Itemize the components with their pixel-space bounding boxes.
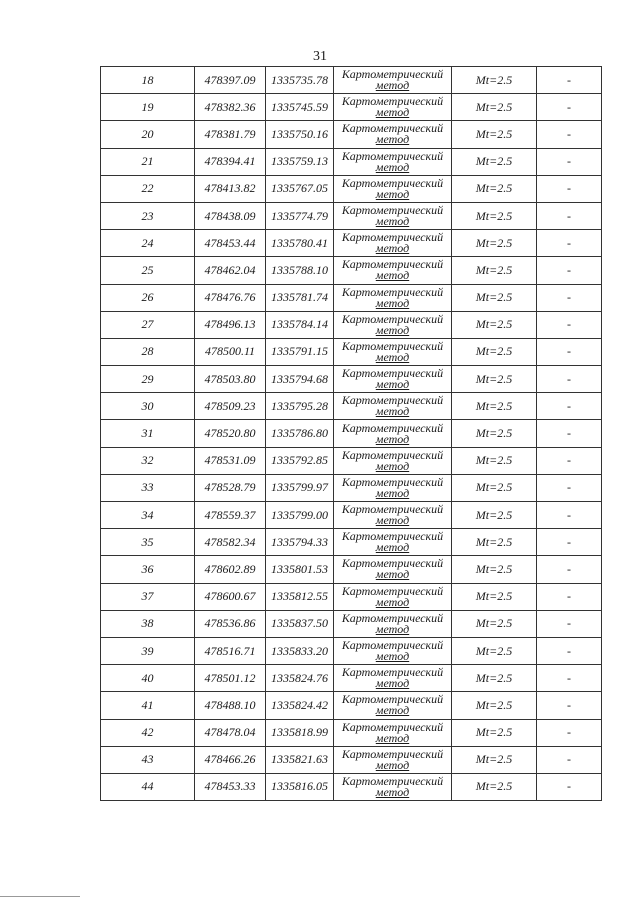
point-number-cell: 39 xyxy=(101,637,195,664)
extra-cell: - xyxy=(537,257,602,284)
method-line1: Картометрический xyxy=(341,94,444,109)
extra-cell: - xyxy=(537,230,602,257)
method-line2: метод xyxy=(375,186,410,201)
accuracy-cell: Mt=2.5 xyxy=(452,202,537,229)
accuracy-cell: Mt=2.5 xyxy=(452,94,537,121)
extra-cell: - xyxy=(537,583,602,610)
coordinates-table-body xyxy=(101,67,602,801)
accuracy-cell: Mt=2.5 xyxy=(452,284,537,311)
method-line2: метод xyxy=(375,784,410,799)
method-line1: Картометрический xyxy=(341,719,444,734)
y-coordinate-cell: 1335784.14 xyxy=(266,311,334,338)
x-coordinate-cell: 478453.33 xyxy=(195,773,266,800)
method-line2: метод xyxy=(375,241,410,256)
point-number-cell: 21 xyxy=(101,148,195,175)
method-line2: метод xyxy=(375,377,410,392)
method-line2: метод xyxy=(375,730,410,745)
point-number-cell: 20 xyxy=(101,121,195,148)
y-coordinate-cell: 1335735.78 xyxy=(266,67,334,94)
x-coordinate-cell: 478382.36 xyxy=(195,94,266,121)
table-row xyxy=(101,665,602,692)
method-cell xyxy=(334,420,452,447)
x-coordinate-cell: 478453.44 xyxy=(195,230,266,257)
method-cell xyxy=(334,529,452,556)
y-coordinate-cell: 1335816.05 xyxy=(266,773,334,800)
point-number-cell: 26 xyxy=(101,284,195,311)
extra-cell: - xyxy=(537,502,602,529)
x-coordinate-cell: 478381.79 xyxy=(195,121,266,148)
x-coordinate-cell: 478466.26 xyxy=(195,746,266,773)
table-row xyxy=(101,773,602,800)
point-number-cell: 28 xyxy=(101,338,195,365)
method-line1: Картометрический xyxy=(341,665,444,680)
y-coordinate-cell: 1335799.97 xyxy=(266,474,334,501)
method-line1: Картометрический xyxy=(341,175,444,190)
accuracy-cell: Mt=2.5 xyxy=(452,583,537,610)
point-number-cell: 43 xyxy=(101,746,195,773)
table-row xyxy=(101,692,602,719)
table-row xyxy=(101,284,602,311)
accuracy-cell: Mt=2.5 xyxy=(452,556,537,583)
method-cell xyxy=(334,610,452,637)
method-cell xyxy=(334,230,452,257)
y-coordinate-cell: 1335799.00 xyxy=(266,502,334,529)
y-coordinate-cell: 1335824.76 xyxy=(266,665,334,692)
extra-cell: - xyxy=(537,284,602,311)
method-line1: Картометрический xyxy=(341,148,444,163)
method-line1: Картометрический xyxy=(341,338,444,353)
method-cell xyxy=(334,284,452,311)
table-row xyxy=(101,420,602,447)
method-line1: Картометрический xyxy=(341,420,444,435)
y-coordinate-cell: 1335788.10 xyxy=(266,257,334,284)
method-line2: метод xyxy=(375,349,410,364)
point-number-cell: 40 xyxy=(101,665,195,692)
method-line2: метод xyxy=(375,703,410,718)
method-line1: Картометрический xyxy=(341,583,444,598)
extra-cell: - xyxy=(537,637,602,664)
method-line2: метод xyxy=(375,322,410,337)
method-cell xyxy=(334,637,452,664)
extra-cell: - xyxy=(537,338,602,365)
table-row xyxy=(101,393,602,420)
method-line1: Картометрический xyxy=(341,311,444,326)
x-coordinate-cell: 478394.41 xyxy=(195,148,266,175)
y-coordinate-cell: 1335780.41 xyxy=(266,230,334,257)
extra-cell: - xyxy=(537,121,602,148)
table-row xyxy=(101,719,602,746)
point-number-cell: 25 xyxy=(101,257,195,284)
table-row xyxy=(101,447,602,474)
x-coordinate-cell: 478462.04 xyxy=(195,257,266,284)
method-line2: метод xyxy=(375,404,410,419)
method-cell xyxy=(334,121,452,148)
method-cell xyxy=(334,692,452,719)
point-number-cell: 33 xyxy=(101,474,195,501)
extra-cell: - xyxy=(537,202,602,229)
method-cell xyxy=(334,474,452,501)
method-line2: метод xyxy=(375,431,410,446)
x-coordinate-cell: 478501.12 xyxy=(195,665,266,692)
accuracy-cell: Mt=2.5 xyxy=(452,420,537,447)
y-coordinate-cell: 1335794.68 xyxy=(266,366,334,393)
table-row xyxy=(101,121,602,148)
accuracy-cell: Mt=2.5 xyxy=(452,719,537,746)
method-line1: Картометрический xyxy=(341,203,444,218)
method-line2: метод xyxy=(375,295,410,310)
point-number-cell: 24 xyxy=(101,230,195,257)
x-coordinate-cell: 478582.34 xyxy=(195,529,266,556)
accuracy-cell: Mt=2.5 xyxy=(452,121,537,148)
x-coordinate-cell: 478500.11 xyxy=(195,338,266,365)
method-line2: метод xyxy=(375,567,410,582)
point-number-cell: 30 xyxy=(101,393,195,420)
y-coordinate-cell: 1335818.99 xyxy=(266,719,334,746)
table-row xyxy=(101,556,602,583)
extra-cell: - xyxy=(537,529,602,556)
accuracy-cell: Mt=2.5 xyxy=(452,67,537,94)
point-number-cell: 36 xyxy=(101,556,195,583)
point-number-cell: 41 xyxy=(101,692,195,719)
x-coordinate-cell: 478509.23 xyxy=(195,393,266,420)
point-number-cell: 35 xyxy=(101,529,195,556)
y-coordinate-cell: 1335759.13 xyxy=(266,148,334,175)
table-row xyxy=(101,67,602,94)
method-cell xyxy=(334,148,452,175)
extra-cell: - xyxy=(537,67,602,94)
extra-cell: - xyxy=(537,773,602,800)
point-number-cell: 29 xyxy=(101,366,195,393)
method-cell xyxy=(334,773,452,800)
y-coordinate-cell: 1335812.55 xyxy=(266,583,334,610)
accuracy-cell: Mt=2.5 xyxy=(452,393,537,420)
y-coordinate-cell: 1335837.50 xyxy=(266,610,334,637)
point-number-cell: 18 xyxy=(101,67,195,94)
extra-cell: - xyxy=(537,148,602,175)
method-cell xyxy=(334,393,452,420)
extra-cell: - xyxy=(537,665,602,692)
x-coordinate-cell: 478602.89 xyxy=(195,556,266,583)
accuracy-cell: Mt=2.5 xyxy=(452,637,537,664)
x-coordinate-cell: 478397.09 xyxy=(195,67,266,94)
accuracy-cell: Mt=2.5 xyxy=(452,746,537,773)
point-number-cell: 42 xyxy=(101,719,195,746)
table-row xyxy=(101,366,602,393)
y-coordinate-cell: 1335745.59 xyxy=(266,94,334,121)
method-line1: Картометрический xyxy=(341,502,444,517)
table-row xyxy=(101,311,602,338)
point-number-cell: 22 xyxy=(101,175,195,202)
y-coordinate-cell: 1335833.20 xyxy=(266,637,334,664)
x-coordinate-cell: 478478.04 xyxy=(195,719,266,746)
method-cell xyxy=(334,556,452,583)
accuracy-cell: Mt=2.5 xyxy=(452,529,537,556)
accuracy-cell: Mt=2.5 xyxy=(452,257,537,284)
table-row xyxy=(101,583,602,610)
extra-cell: - xyxy=(537,366,602,393)
accuracy-cell: Mt=2.5 xyxy=(452,692,537,719)
point-number-cell: 44 xyxy=(101,773,195,800)
method-cell xyxy=(334,746,452,773)
table-row xyxy=(101,94,602,121)
y-coordinate-cell: 1335781.74 xyxy=(266,284,334,311)
method-cell xyxy=(334,257,452,284)
method-line1: Картометрический xyxy=(341,366,444,381)
extra-cell: - xyxy=(537,474,602,501)
method-line1: Картометрический xyxy=(341,257,444,272)
method-line2: метод xyxy=(375,105,410,120)
x-coordinate-cell: 478438.09 xyxy=(195,202,266,229)
point-number-cell: 31 xyxy=(101,420,195,447)
accuracy-cell: Mt=2.5 xyxy=(452,502,537,529)
accuracy-cell: Mt=2.5 xyxy=(452,773,537,800)
x-coordinate-cell: 478531.09 xyxy=(195,447,266,474)
x-coordinate-cell: 478413.82 xyxy=(195,175,266,202)
y-coordinate-cell: 1335795.28 xyxy=(266,393,334,420)
extra-cell: - xyxy=(537,746,602,773)
table-row xyxy=(101,148,602,175)
footer-divider xyxy=(0,896,80,897)
y-coordinate-cell: 1335794.33 xyxy=(266,529,334,556)
method-line2: метод xyxy=(375,676,410,691)
table-row xyxy=(101,202,602,229)
method-line1: Картометрический xyxy=(341,692,444,707)
x-coordinate-cell: 478476.76 xyxy=(195,284,266,311)
method-line1: Картометрический xyxy=(341,746,444,761)
point-number-cell: 32 xyxy=(101,447,195,474)
accuracy-cell: Mt=2.5 xyxy=(452,311,537,338)
method-cell xyxy=(334,67,452,94)
table-row xyxy=(101,610,602,637)
method-line2: метод xyxy=(375,649,410,664)
method-line2: метод xyxy=(375,458,410,473)
extra-cell: - xyxy=(537,393,602,420)
method-cell xyxy=(334,202,452,229)
point-number-cell: 38 xyxy=(101,610,195,637)
method-line1: Картометрический xyxy=(341,556,444,571)
x-coordinate-cell: 478520.80 xyxy=(195,420,266,447)
y-coordinate-cell: 1335824.42 xyxy=(266,692,334,719)
page-number: 31 xyxy=(313,49,327,64)
method-line1: Картометрический xyxy=(341,67,444,82)
method-line1: Картометрический xyxy=(341,638,444,653)
table-row xyxy=(101,175,602,202)
method-line1: Картометрический xyxy=(341,447,444,462)
extra-cell: - xyxy=(537,311,602,338)
y-coordinate-cell: 1335774.79 xyxy=(266,202,334,229)
method-line1: Картометрический xyxy=(341,121,444,136)
x-coordinate-cell: 478496.13 xyxy=(195,311,266,338)
extra-cell: - xyxy=(537,420,602,447)
coordinates-table xyxy=(100,66,602,801)
table-row xyxy=(101,338,602,365)
y-coordinate-cell: 1335821.63 xyxy=(266,746,334,773)
method-line2: метод xyxy=(375,214,410,229)
point-number-cell: 19 xyxy=(101,94,195,121)
x-coordinate-cell: 478516.71 xyxy=(195,637,266,664)
accuracy-cell: Mt=2.5 xyxy=(452,474,537,501)
x-coordinate-cell: 478559.37 xyxy=(195,502,266,529)
method-cell xyxy=(334,311,452,338)
accuracy-cell: Mt=2.5 xyxy=(452,175,537,202)
method-line1: Картометрический xyxy=(341,474,444,489)
point-number-cell: 37 xyxy=(101,583,195,610)
accuracy-cell: Mt=2.5 xyxy=(452,148,537,175)
x-coordinate-cell: 478600.67 xyxy=(195,583,266,610)
method-cell xyxy=(334,338,452,365)
point-number-cell: 23 xyxy=(101,202,195,229)
method-cell xyxy=(334,502,452,529)
table-row xyxy=(101,474,602,501)
extra-cell: - xyxy=(537,175,602,202)
method-line1: Картометрический xyxy=(341,393,444,408)
y-coordinate-cell: 1335750.16 xyxy=(266,121,334,148)
x-coordinate-cell: 478528.79 xyxy=(195,474,266,501)
method-cell xyxy=(334,175,452,202)
y-coordinate-cell: 1335791.15 xyxy=(266,338,334,365)
accuracy-cell: Mt=2.5 xyxy=(452,366,537,393)
method-line2: метод xyxy=(375,594,410,609)
point-number-cell: 27 xyxy=(101,311,195,338)
y-coordinate-cell: 1335786.80 xyxy=(266,420,334,447)
method-cell xyxy=(334,583,452,610)
method-cell xyxy=(334,665,452,692)
table-row xyxy=(101,257,602,284)
method-line2: метод xyxy=(375,513,410,528)
method-line2: метод xyxy=(375,78,410,93)
extra-cell: - xyxy=(537,692,602,719)
x-coordinate-cell: 478488.10 xyxy=(195,692,266,719)
method-line1: Картометрический xyxy=(341,529,444,544)
y-coordinate-cell: 1335801.53 xyxy=(266,556,334,583)
method-line1: Картометрический xyxy=(341,230,444,245)
extra-cell: - xyxy=(537,719,602,746)
point-number-cell: 34 xyxy=(101,502,195,529)
method-line1: Картометрический xyxy=(341,773,444,788)
table-row xyxy=(101,502,602,529)
method-line1: Картометрический xyxy=(341,610,444,625)
table-row xyxy=(101,529,602,556)
method-line2: метод xyxy=(375,268,410,283)
method-cell xyxy=(334,447,452,474)
extra-cell: - xyxy=(537,610,602,637)
x-coordinate-cell: 478503.80 xyxy=(195,366,266,393)
accuracy-cell: Mt=2.5 xyxy=(452,610,537,637)
method-line2: метод xyxy=(375,757,410,772)
table-row xyxy=(101,746,602,773)
method-line1: Картометрический xyxy=(341,284,444,299)
y-coordinate-cell: 1335767.05 xyxy=(266,175,334,202)
table-row xyxy=(101,230,602,257)
y-coordinate-cell: 1335792.85 xyxy=(266,447,334,474)
method-cell xyxy=(334,719,452,746)
extra-cell: - xyxy=(537,94,602,121)
method-line2: метод xyxy=(375,621,410,636)
method-line2: метод xyxy=(375,540,410,555)
accuracy-cell: Mt=2.5 xyxy=(452,338,537,365)
accuracy-cell: Mt=2.5 xyxy=(452,230,537,257)
table-row xyxy=(101,637,602,664)
method-line2: метод xyxy=(375,132,410,147)
accuracy-cell: Mt=2.5 xyxy=(452,447,537,474)
method-line2: метод xyxy=(375,485,410,500)
method-cell xyxy=(334,366,452,393)
x-coordinate-cell: 478536.86 xyxy=(195,610,266,637)
accuracy-cell: Mt=2.5 xyxy=(452,665,537,692)
method-cell xyxy=(334,94,452,121)
method-line2: метод xyxy=(375,159,410,174)
extra-cell: - xyxy=(537,447,602,474)
extra-cell: - xyxy=(537,556,602,583)
